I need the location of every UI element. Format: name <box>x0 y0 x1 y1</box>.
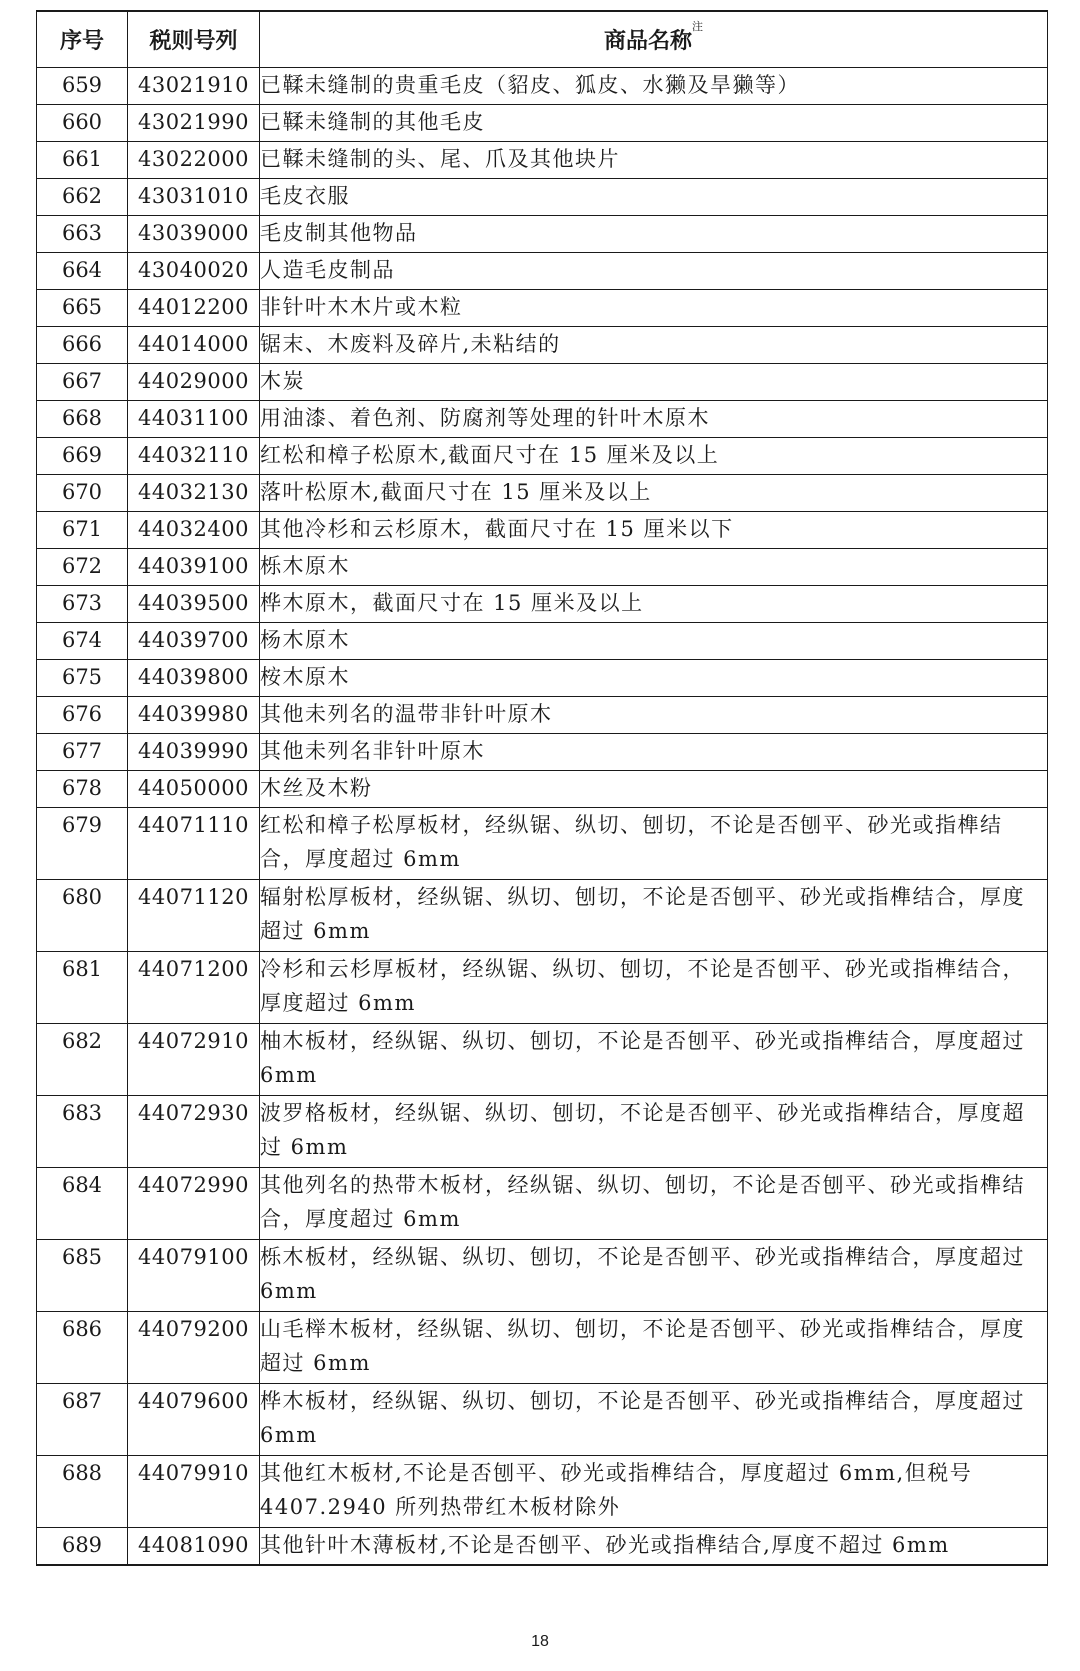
cell-code: 44039700 <box>128 623 260 660</box>
cell-code: 44039800 <box>128 660 260 697</box>
cell-code: 44039990 <box>128 734 260 771</box>
cell-name: 用油漆、着色剂、防腐剂等处理的针叶木原木 <box>260 401 1048 438</box>
cell-code: 44071120 <box>128 880 260 952</box>
cell-name: 其他红木板材,不论是否刨平、砂光或指榫结合，厚度超过 6mm,但税号 4407.2940 所列热带红木板材除外 <box>260 1456 1048 1528</box>
cell-code: 44072990 <box>128 1168 260 1240</box>
table-row <box>37 586 1048 623</box>
cell-name: 其他冷杉和云杉原木，截面尺寸在 15 厘米以下 <box>260 512 1048 549</box>
cell-seq: 672 <box>37 549 128 586</box>
cell-name: 其他针叶木薄板材,不论是否刨平、砂光或指榫结合,厚度不超过 6mm <box>260 1528 1048 1566</box>
table-row <box>37 179 1048 216</box>
cell-name: 非针叶木木片或木粒 <box>260 290 1048 327</box>
cell-seq: 666 <box>37 327 128 364</box>
cell-code: 44072930 <box>128 1096 260 1168</box>
cell-code: 43040020 <box>128 253 260 290</box>
table-row <box>37 105 1048 142</box>
cell-name: 锯末、木废料及碎片,未粘结的 <box>260 327 1048 364</box>
cell-name: 杨木原木 <box>260 623 1048 660</box>
cell-seq: 660 <box>37 105 128 142</box>
cell-code: 44039500 <box>128 586 260 623</box>
cell-name: 桉木原木 <box>260 660 1048 697</box>
cell-code: 44012200 <box>128 290 260 327</box>
cell-name: 其他未列名非针叶原木 <box>260 734 1048 771</box>
cell-code: 44071110 <box>128 808 260 880</box>
cell-seq: 684 <box>37 1168 128 1240</box>
cell-seq: 681 <box>37 952 128 1024</box>
table-row <box>37 401 1048 438</box>
cell-code: 44039980 <box>128 697 260 734</box>
cell-name: 桦木原木，截面尺寸在 15 厘米及以上 <box>260 586 1048 623</box>
table-row <box>37 475 1048 512</box>
cell-name: 山毛榉木板材，经纵锯、纵切、刨切，不论是否刨平、砂光或指榫结合，厚度超过 6mm <box>260 1312 1048 1384</box>
cell-code: 44032130 <box>128 475 260 512</box>
cell-seq: 676 <box>37 697 128 734</box>
cell-name: 波罗格板材，经纵锯、纵切、刨切，不论是否刨平、砂光或指榫结合，厚度超过 6mm <box>260 1096 1048 1168</box>
table-row <box>37 1240 1048 1312</box>
table-row <box>37 1024 1048 1096</box>
cell-seq: 665 <box>37 290 128 327</box>
document-page <box>36 10 1047 1566</box>
cell-name: 桦木板材，经纵锯、纵切、刨切，不论是否刨平、砂光或指榫结合，厚度超过 6mm <box>260 1384 1048 1456</box>
cell-name: 毛皮制其他物品 <box>260 216 1048 253</box>
table-row <box>37 1168 1048 1240</box>
cell-seq: 664 <box>37 253 128 290</box>
cell-seq: 683 <box>37 1096 128 1168</box>
cell-name: 辐射松厚板材，经纵锯、纵切、刨切，不论是否刨平、砂光或指榫结合，厚度超过 6mm <box>260 880 1048 952</box>
table-row <box>37 808 1048 880</box>
cell-code: 44072910 <box>128 1024 260 1096</box>
cell-seq: 673 <box>37 586 128 623</box>
cell-name: 红松和樟子松厚板材，经纵锯、纵切、刨切，不论是否刨平、砂光或指榫结合，厚度超过 6mm <box>260 808 1048 880</box>
header-name-note: 注 <box>692 20 703 33</box>
cell-code: 44079200 <box>128 1312 260 1384</box>
cell-code: 44079600 <box>128 1384 260 1456</box>
cell-code: 44079100 <box>128 1240 260 1312</box>
cell-seq: 667 <box>37 364 128 401</box>
table-row <box>37 68 1048 105</box>
cell-seq: 661 <box>37 142 128 179</box>
cell-code: 43039000 <box>128 216 260 253</box>
cell-code: 44039100 <box>128 549 260 586</box>
cell-name: 栎木板材，经纵锯、纵切、刨切，不论是否刨平、砂光或指榫结合，厚度超过 6mm <box>260 1240 1048 1312</box>
cell-seq: 675 <box>37 660 128 697</box>
cell-code: 44081090 <box>128 1528 260 1566</box>
page-number: 18 <box>531 1633 549 1650</box>
cell-seq: 682 <box>37 1024 128 1096</box>
cell-code: 44029000 <box>128 364 260 401</box>
cell-seq: 669 <box>37 438 128 475</box>
cell-name: 木炭 <box>260 364 1048 401</box>
cell-seq: 689 <box>37 1528 128 1566</box>
cell-name: 已鞣未缝制的头、尾、爪及其他块片 <box>260 142 1048 179</box>
cell-code: 44071200 <box>128 952 260 1024</box>
cell-seq: 670 <box>37 475 128 512</box>
cell-seq: 687 <box>37 1384 128 1456</box>
cell-name: 柚木板材，经纵锯、纵切、刨切，不论是否刨平、砂光或指榫结合，厚度超过 6mm <box>260 1024 1048 1096</box>
cell-name: 红松和樟子松原木,截面尺寸在 15 厘米及以上 <box>260 438 1048 475</box>
cell-name: 人造毛皮制品 <box>260 253 1048 290</box>
cell-seq: 686 <box>37 1312 128 1384</box>
header-name-label: 商品名称 <box>603 29 692 54</box>
cell-name: 其他未列名的温带非针叶原木 <box>260 697 1048 734</box>
table-header-row <box>37 11 1048 68</box>
table-row <box>37 1312 1048 1384</box>
cell-name: 木丝及木粉 <box>260 771 1048 808</box>
cell-seq: 680 <box>37 880 128 952</box>
cell-code: 44014000 <box>128 327 260 364</box>
cell-code: 44079910 <box>128 1456 260 1528</box>
table-row <box>37 697 1048 734</box>
table-row <box>37 771 1048 808</box>
cell-name: 已鞣未缝制的其他毛皮 <box>260 105 1048 142</box>
table-row <box>37 952 1048 1024</box>
table-row <box>37 290 1048 327</box>
cell-code: 44050000 <box>128 771 260 808</box>
table-row <box>37 1528 1048 1566</box>
cell-name: 毛皮衣服 <box>260 179 1048 216</box>
header-seq: 序号 <box>37 11 128 68</box>
table-row <box>37 216 1048 253</box>
cell-code: 43031010 <box>128 179 260 216</box>
table-row <box>37 623 1048 660</box>
cell-name: 冷杉和云杉厚板材，经纵锯、纵切、刨切，不论是否刨平、砂光或指榫结合，厚度超过 6mm <box>260 952 1048 1024</box>
header-code: 税则号列 <box>128 11 260 68</box>
table-row <box>37 512 1048 549</box>
table-row <box>37 880 1048 952</box>
cell-seq: 674 <box>37 623 128 660</box>
cell-seq: 685 <box>37 1240 128 1312</box>
header-name <box>260 11 1048 68</box>
cell-seq: 688 <box>37 1456 128 1528</box>
cell-seq: 678 <box>37 771 128 808</box>
cell-name: 栎木原木 <box>260 549 1048 586</box>
table-row <box>37 253 1048 290</box>
cell-seq: 668 <box>37 401 128 438</box>
table-row <box>37 327 1048 364</box>
table-row <box>37 549 1048 586</box>
cell-seq: 662 <box>37 179 128 216</box>
cell-code: 44032110 <box>128 438 260 475</box>
cell-name: 落叶松原木,截面尺寸在 15 厘米及以上 <box>260 475 1048 512</box>
cell-code: 44032400 <box>128 512 260 549</box>
cell-code: 43021910 <box>128 68 260 105</box>
cell-seq: 679 <box>37 808 128 880</box>
cell-name: 其他列名的热带木板材，经纵锯、纵切、刨切，不论是否刨平、砂光或指榫结合，厚度超过 6mm <box>260 1168 1048 1240</box>
tariff-table <box>36 10 1048 1566</box>
cell-code: 43022000 <box>128 142 260 179</box>
table-row <box>37 1096 1048 1168</box>
table-row <box>37 364 1048 401</box>
table-row <box>37 660 1048 697</box>
cell-seq: 677 <box>37 734 128 771</box>
cell-code: 43021990 <box>128 105 260 142</box>
table-row <box>37 438 1048 475</box>
table-row <box>37 734 1048 771</box>
table-row <box>37 1456 1048 1528</box>
table-row <box>37 142 1048 179</box>
cell-seq: 671 <box>37 512 128 549</box>
cell-name: 已鞣未缝制的贵重毛皮（貂皮、狐皮、水獭及旱獭等） <box>260 68 1048 105</box>
cell-seq: 663 <box>37 216 128 253</box>
cell-code: 44031100 <box>128 401 260 438</box>
table-row <box>37 1384 1048 1456</box>
cell-seq: 659 <box>37 68 128 105</box>
